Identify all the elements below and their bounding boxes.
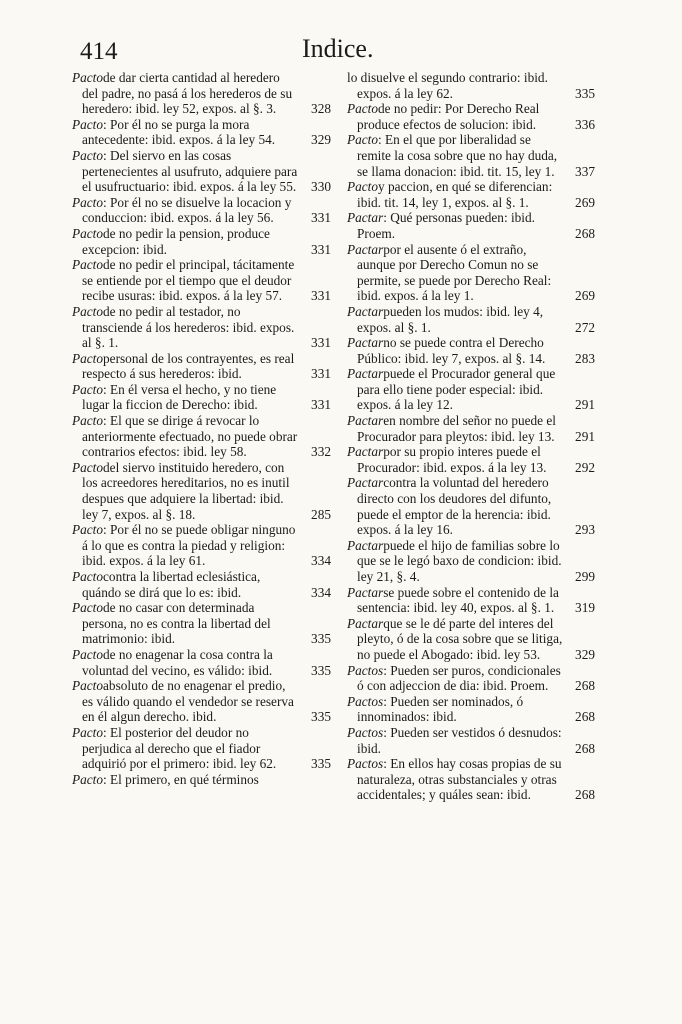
index-entry (72, 678, 331, 725)
entry-text: : En el que por liberalidad se remite la cosa sobre que no hay duda, se llama donacion: ibid. tit. 15, ley 1. (357, 132, 558, 179)
entry-lemma: Pactar (347, 413, 384, 429)
index-entry (72, 257, 331, 304)
entry-page-ref: 283 (575, 350, 595, 366)
entry-page-ref: 268 (575, 678, 595, 694)
entry-text: : Qué personas pueden: ibid. Proem. (357, 210, 535, 241)
entry-lemma: Pacto (347, 179, 379, 195)
entry-text: puede el hijo de familias sobre lo que se le legó baxo de condicion: ibid. ley 21, §. 4. (357, 537, 562, 584)
index-entry (347, 693, 595, 725)
entry-lemma: Pactos (347, 724, 384, 740)
entry-page-ref: 329 (311, 132, 331, 148)
entry-page-ref: 292 (575, 459, 595, 475)
entry-page-ref: 331 (311, 210, 331, 226)
entry-page-ref: 336 (575, 116, 595, 132)
index-entry (72, 381, 331, 413)
entry-text: : Pueden ser vestidos ó desnudos: ibid. (357, 724, 562, 756)
entry-page-ref: 334 (311, 553, 331, 569)
entry-text: se puede sobre el contenido de la sentencia: ibid. ley 40, expos. al §. 1. (357, 584, 559, 616)
entry-page-ref: 335 (311, 709, 331, 725)
entry-text: : El que se dirige á revocar lo anteriormente efectuado, no puede obrar contrarios efectos: ibid. ley 58. (82, 413, 298, 460)
entry-text: : Pueden ser puros, condicionales ó con adjeccion de dia: ibid. Proem. (357, 662, 561, 694)
index-entry (347, 132, 595, 179)
entry-lemma: Pacto (72, 381, 104, 397)
index-entry (72, 225, 331, 257)
index-entry (72, 413, 331, 460)
entry-page-ref: 331 (311, 366, 331, 382)
entry-text: : Del siervo en las cosas pertenecientes al usufruto, adquiere para el usufructuario: ibid. expos. á la ley 55. (82, 147, 298, 195)
entry-text: de no casar con determinada persona, no es contra la libertad del matrimonio: ibid. (82, 600, 271, 647)
entry-page-ref: 268 (575, 740, 595, 756)
index-entry (347, 475, 595, 538)
entry-page-ref: 331 (311, 241, 331, 257)
entry-text: absoluto de no enagenar el predio, es válido quando el vendedor se reserva en él algun derecho. ibid. (82, 678, 294, 725)
entry-lemma: Pacto (72, 70, 104, 85)
index-entry (347, 584, 595, 616)
index-entry (347, 303, 595, 335)
entry-lemma: Pacto (72, 724, 104, 740)
entry-text: del siervo instituido heredero, con los acreedores hereditarios, no es inutil despues que adquiere la libertad: ibid. ley 7, expos. al §. 18. (82, 459, 290, 522)
entry-text: contra la voluntad del heredero directo con los deudores del difunto, puede el emptor de la herencia: ibid. expos. á la ley 16. (357, 475, 552, 538)
entry-text: : En él versa el hecho, y no tiene lugar la ficcion de Derecho: ibid. (82, 381, 277, 413)
entry-text: de no pedir el principal, tácitamente se entiende por el tiempo que el deudor recibe usuras: ibid. expos. á la ley 57. (82, 257, 295, 304)
entry-page-ref: 335 (575, 85, 595, 101)
index-entry (72, 350, 331, 382)
index-entry (72, 600, 331, 647)
entry-text: : Por él no se puede obligar ninguno á lo que es contra la piedad y religion: ibid. expos. á la ley 61. (82, 522, 296, 569)
entry-lemma: Pactos (347, 756, 384, 772)
entry-text: contra la libertad eclesiástica, quándo se dirá que lo es: ibid. (82, 569, 261, 600)
entry-page-ref: 334 (311, 584, 331, 600)
index-entry (72, 70, 331, 117)
entry-page-ref: 293 (575, 522, 595, 538)
entry-lemma: Pacto (72, 257, 104, 273)
entry-lemma: Pactar (347, 303, 384, 319)
entry-lemma: Pacto (347, 101, 379, 117)
index-column-right (347, 70, 595, 803)
entry-lemma: Pacto (72, 194, 104, 210)
entry-page-ref: 285 (311, 506, 331, 522)
entry-text: que se le dé parte del interes del pleyto, ó de la cosa sobre que se litiga, no puede el Abogado: ibid. ley 53. (357, 615, 563, 662)
entry-lemma: Pacto (72, 413, 104, 429)
entry-page-ref: 291 (575, 428, 595, 444)
index-entry (72, 569, 331, 600)
entry-page-ref: 337 (575, 163, 595, 179)
entry-text: : En ellos hay cosas propias de su naturaleza, otras substanciales y otras accidentales; y quáles sean: ibid. (357, 756, 562, 803)
index-entry (347, 179, 595, 210)
entry-lemma: Pactar (347, 366, 384, 382)
entry-page-ref: 272 (575, 319, 595, 335)
entry-page-ref: 335 (311, 631, 331, 647)
page-title: Indice. (302, 34, 374, 63)
entry-page-ref: 268 (575, 787, 595, 803)
entry-lemma: Pacto (72, 116, 104, 132)
index-entry (347, 241, 595, 304)
entry-lemma: Pactar (347, 475, 384, 491)
entry-page-ref: 331 (311, 335, 331, 351)
entry-page-ref: 331 (311, 397, 331, 413)
entry-text: : Pueden ser nominados, ó innominados: ibid. (357, 693, 524, 725)
entry-page-ref: 335 (311, 756, 331, 772)
index-entry (347, 537, 595, 585)
index-entry (72, 303, 331, 351)
entry-lemma: Pactar (347, 615, 384, 631)
index-entry (347, 444, 595, 475)
entry-page-ref: 319 (575, 600, 595, 616)
index-entry (347, 101, 595, 132)
page-number: 414 (80, 38, 118, 65)
index-entry (347, 724, 595, 756)
index-entry (347, 413, 595, 444)
entry-page-ref: 299 (575, 569, 595, 584)
entry-text: de dar cierta cantidad al heredero del padre, no pasá á los herederos de su heredero: ibid. ley 52, expos. al §. 3. (82, 70, 293, 117)
entry-text: lo disuelve el segundo contrario: ibid. expos. á la ley 62. (347, 70, 548, 101)
index-entry (72, 724, 331, 772)
entry-lemma: Pactar (347, 537, 384, 553)
entry-lemma: Pactos (347, 662, 384, 678)
index-entry (72, 772, 298, 788)
index-entry (72, 116, 331, 148)
entry-lemma: Pactos (347, 693, 384, 709)
index-entry (72, 646, 331, 678)
entry-text: y paccion, en qué se diferencian: ibid. tit. 14, ley 1, expos. al §. 1. (357, 179, 553, 210)
entry-text: pueden los mudos: ibid. ley 4, expos. al §. 1. (357, 303, 544, 335)
entry-lemma: Pacto (72, 522, 104, 538)
index-entry (347, 70, 595, 101)
entry-page-ref: 335 (311, 662, 331, 678)
entry-lemma: Pacto (72, 225, 104, 241)
index-entry (347, 615, 595, 663)
entry-lemma: Pactar (347, 241, 384, 257)
index-entry (347, 210, 595, 241)
entry-lemma: Pacto (72, 350, 104, 366)
entry-page-ref: 269 (575, 194, 595, 210)
entry-text: puede el Procurador general que para ello tiene poder especial: ibid. expos. á la ley 12. (357, 366, 556, 413)
index-entry (72, 194, 331, 226)
entry-text: personal de los contrayentes, es real respecto á sus herederos: ibid. (82, 350, 295, 382)
entry-text: : El primero, en qué términos (103, 771, 259, 787)
index-entry (72, 522, 331, 569)
entry-lemma: Pacto (72, 600, 104, 616)
entry-page-ref: 331 (311, 288, 331, 304)
entry-text: de no enagenar la cosa contra la voluntad del vecino, es válido: ibid. (82, 646, 273, 678)
index-entry (347, 335, 595, 366)
entry-lemma: Pacto (72, 303, 104, 319)
entry-page-ref: 329 (575, 646, 595, 662)
entry-lemma: Pacto (72, 771, 104, 787)
entry-lemma: Pactar (347, 584, 384, 600)
entry-page-ref: 268 (575, 225, 595, 241)
entry-page-ref: 332 (311, 444, 331, 460)
entry-lemma: Pacto (72, 646, 104, 662)
entry-text: : Por él no se disuelve la locacion y conduccion: ibid. expos. á la ley 56. (82, 194, 292, 226)
entry-lemma: Pacto (347, 132, 379, 148)
entry-text: : Por él no se purga la mora antecedente: ibid. expos. á la ley 54. (82, 116, 276, 148)
index-entry (347, 366, 595, 413)
entry-text: en nombre del señor no puede el Procurador para pleytos: ibid. ley 13. (357, 413, 557, 444)
entry-lemma: Pacto (72, 678, 104, 694)
index-entry (72, 147, 331, 195)
entry-lemma: Pactar (347, 210, 384, 226)
entry-page-ref: 328 (311, 101, 331, 117)
index-column-left (72, 70, 331, 787)
entry-text: de no pedir: Por Derecho Real produce efectos de solucion: ibid. (357, 101, 540, 132)
entry-page-ref: 330 (311, 179, 331, 195)
entry-page-ref: 291 (575, 397, 595, 413)
index-entry (347, 662, 595, 694)
entry-lemma: Pacto (72, 569, 104, 584)
entry-text: por el ausente ó el extraño, aunque por Derecho Comun no se permite, se puede por Derecho Real: ibid. expos. á la ley 1. (357, 241, 552, 304)
entry-lemma: Pactar (347, 335, 384, 351)
index-entry (72, 459, 331, 522)
entry-lemma: Pacto (72, 147, 104, 163)
entry-text: por su propio interes puede el Procurador: ibid. expos. á la ley 13. (357, 444, 547, 475)
entry-lemma: Pacto (72, 459, 104, 475)
entry-text: de no pedir al testador, no transciende á los herederos: ibid. expos. al §. 1. (82, 303, 295, 351)
entry-text: : El posterior del deudor no perjudica al derecho que el fiador adquirió por el primero: ibid. ley 62. (82, 724, 277, 772)
index-entry (347, 756, 595, 803)
entry-page-ref: 268 (575, 709, 595, 725)
entry-lemma: Pactar (347, 444, 384, 460)
entry-text: no se puede contra el Derecho Público: ibid. ley 7, expos. al §. 14. (357, 335, 546, 366)
entry-page-ref: 269 (575, 288, 595, 304)
entry-text: de no pedir la pension, produce excepcion: ibid. (82, 225, 270, 257)
